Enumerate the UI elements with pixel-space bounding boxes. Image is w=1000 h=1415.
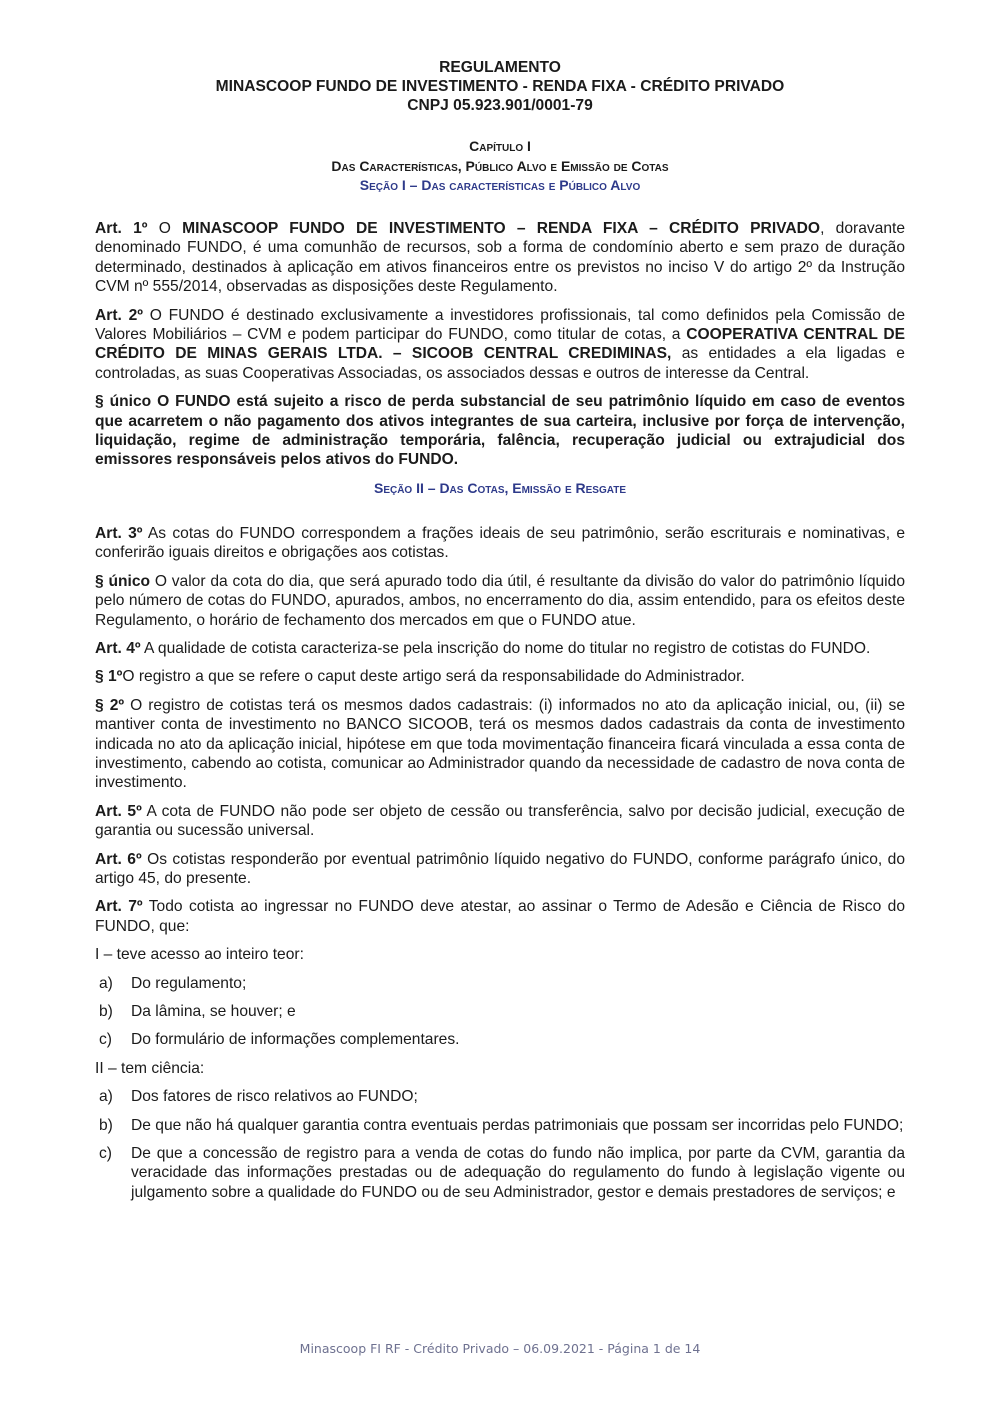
chapter-title: Capítulo I [469, 138, 531, 154]
title-fund-name: MINASCOOP FUNDO DE INVESTIMENTO - RENDA FIXA - CRÉDITO PRIVADO [215, 78, 785, 95]
article-4-label: Art. 4º [95, 639, 141, 657]
article-1-label: Art. 1º [95, 220, 148, 237]
chapter-subtitle: Das Características, Público Alvo e Emissão de Cotas [331, 157, 669, 174]
article-5-label: Art. 5º [95, 802, 142, 820]
article-3-label: Art. 3º [95, 524, 143, 542]
article-4-paragraph-2: § 2º O registro de cotistas terá os mesmos dados cadastrais: (i) informados no ato da aplicação inicial, ou, (ii) se mantiver conta de investimento no BANCO SICOOB, terá os mesmos dados cadastrais da conta de investimento indicada no ato da aplicação inicial, hipótese em que toda movimentação financeira ficará vinculada a essa conta de investimento, cabendo ao cotista, comunicar ao Administrador quando da necessidade de cadastro de nova conta de investimento. [95, 696, 905, 792]
page-footer: Minascoop FI RF - Crédito Privado – 06.09.2021 - Página 1 de 14 [299, 1341, 701, 1356]
fund-name: MINASCOOP FUNDO DE INVESTIMENTO – RENDA FIXA – CRÉDITO PRIVADO [182, 220, 821, 237]
article-6-label: Art. 6º [95, 850, 142, 868]
article-5: Art. 5º A cota de FUNDO não pode ser objeto de cessão ou transferência, salvo por decisão judicial, execução de garantia ou sucessão universal. [95, 802, 905, 840]
list-item: a) Dos fatores de risco relativos ao FUNDO; [99, 1088, 418, 1106]
article-6: Art. 6º Os cotistas responderão por eventual patrimônio líquido negativo do FUNDO, conforme parágrafo único, do artigo 45, do presente. [95, 850, 905, 887]
article-7: Art. 7º Todo cotista ao ingressar no FUNDO deve atestar, ao assinar o Termo de Adesão e Ciência de Risco do FUNDO, que: [95, 898, 905, 935]
article-3: Art. 3º As cotas do FUNDO correspondem a frações ideais de seu patrimônio, serão escriturais e nominativas, e conferirão iguais direitos e obrigações aos cotistas. [95, 524, 905, 562]
article-7-label: Art. 7º [95, 898, 143, 916]
list-item: a) Do regulamento; [99, 974, 247, 992]
article-2: Art. 2º O FUNDO é destinado exclusivamente a investidores profissionais, tal como definidos pela Comissão de Valores Mobiliários – CVM e podem participar do FUNDO, como titular de cotas, a COOPERATIVA CENTRAL DE CRÉDITO DE MINAS GERAIS LTDA. – SICOOB CENTRAL CREDIMINAS, as entidades a ela ligadas e controladas, as suas Cooperativas Associadas, os associados dessas e outros de interesse da Central. [95, 306, 905, 382]
title-regulamento: REGULAMENTO [439, 59, 561, 76]
article-3-unique-paragraph: § único O valor da cota do dia, que será apurado todo dia útil, é resultante da divisão do valor do patrimônio líquido pelo número de cotas do FUNDO, apurados, ambos, no encerramento do dia, assim entendido, para os efeitos deste Regulamento, o horário de fechamento dos mercados em que o FUNDO atue. [95, 572, 905, 629]
title-cnpj: CNPJ 05.923.901/0001-79 [407, 97, 593, 114]
article-1: Art. 1º O MINASCOOP FUNDO DE INVESTIMENTO – RENDA FIXA – CRÉDITO PRIVADO, doravante denominado FUNDO, é uma comunhão de recursos, sob a forma de condomínio aberto e sem prazo de duração determinado, destinados à aplicação em ativos financeiros entre os previstos no inciso V do artigo 2º da Instrução CVM nº 555/2014, observadas as disposições deste Regulamento. [95, 220, 906, 296]
list-item: b) De que não há qualquer garantia contra eventuais perdas patrimoniais que possam ser incorridas pelo FUNDO; [99, 1116, 904, 1134]
list-2-intro: II – tem ciência: [95, 1059, 205, 1077]
document-title [95, 58, 905, 115]
section-2-title: Seção II – Das Cotas, Emissão e Resgate [373, 479, 626, 496]
cooperative-name: COOPERATIVA CENTRAL DE CRÉDITO DE MINAS GERAIS LTDA. – SICOOB CENTRAL CREDIMINAS, [95, 326, 905, 363]
section-1-title: Seção I – Das características e Público Alvo [359, 177, 641, 193]
list-item: b) Da lâmina, se houver; e [99, 1003, 296, 1020]
list-item: c) De que a concessão de registro para a venda de cotas do fundo não implica, por parte da CVM, garantia da veracidade das informações prestadas ou de adequação do regulamento do fundo à legislação vigente ou julgamento sobre a qualidade do FUNDO ou de seu Administrador, gestor e demais prestadores de serviços; e [99, 1145, 905, 1201]
list-1-intro: I – teve acesso ao inteiro teor: [95, 946, 304, 964]
article-2-label: Art. 2º [95, 306, 143, 324]
article-4: Art. 4º A qualidade de cotista caracteriza-se pela inscrição do nome do titular no registro de cotistas do FUNDO. [95, 639, 871, 657]
article-4-paragraph-1: § 1ºO registro a que se refere o caput deste artigo será da responsabilidade do Administrador. [95, 668, 745, 686]
list-item: c) Do formulário de informações complementares. [99, 1031, 460, 1049]
risk-warning-paragraph: § único O FUNDO está sujeito a risco de perda substancial de seu patrimônio líquido em caso de eventos que acarretem o não pagamento dos ativos integrantes de sua carteira, inclusive por força de intervenção, liquidação, regime de administração temporária, falência, recuperação judicial ou extrajudicial dos emissores responsáveis pelos ativos do FUNDO. [95, 393, 905, 469]
